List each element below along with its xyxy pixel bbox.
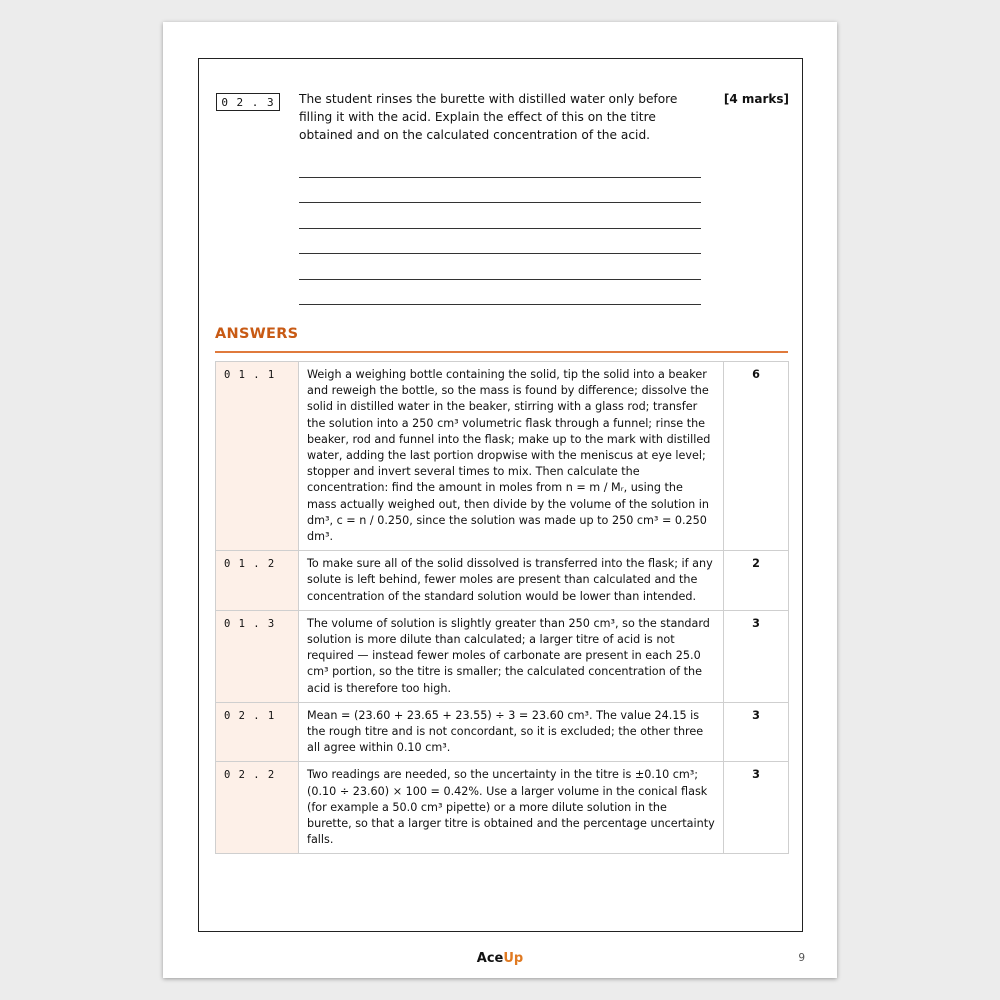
answer-text: Two readings are needed, so the uncertainty in the titre is ±0.10 cm³; (0.10 ÷ 23.60) × 100 = 0.42%. Use a larger volume in the conical flask (for example a 50.0 cm³ pipette) or a more dilute solution in the burette, so that a larger titre is obtained and the percentage uncertainty falls. xyxy=(299,762,724,854)
answer-line[interactable] xyxy=(299,202,701,203)
brand-name-part: Ace xyxy=(476,951,504,966)
answer-line[interactable] xyxy=(299,177,701,178)
answer-text: The volume of solution is slightly greater than 250 cm³, so the standard solution is more dilute than calculated; a larger titre of acid is not required — instead fewer moles of carbonate are present in each 25.0 cm³ portion, so the titre is smaller; the calculated concentration of the acid is therefore too high. xyxy=(299,610,724,702)
brand-name-accent: Up xyxy=(503,951,524,966)
answer-marks: 3 xyxy=(724,762,789,854)
answers-divider xyxy=(215,351,788,353)
answer-line[interactable] xyxy=(299,253,701,254)
table-row xyxy=(216,362,789,551)
table-row xyxy=(216,702,789,762)
table-row xyxy=(216,762,789,854)
answer-line[interactable] xyxy=(299,279,701,280)
answer-code: 0 2 . 2 xyxy=(216,762,299,854)
answer-marks: 2 xyxy=(724,551,789,611)
question-number-box: 0 2 . 3 xyxy=(216,93,280,111)
answer-line[interactable] xyxy=(299,228,701,229)
answer-marks: 6 xyxy=(724,362,789,551)
table-row xyxy=(216,551,789,611)
answer-text: To make sure all of the solid dissolved is transferred into the flask; if any solute is left behind, fewer moles are present than calculated and the concentration of the standard solution would be lower than intended. xyxy=(299,551,724,611)
page-number: 9 xyxy=(798,952,805,964)
answer-text: Weigh a weighing bottle containing the solid, tip the solid into a beaker and reweigh the bottle, so the mass is found by difference; dissolve the solid in distilled water in the beaker, stirring with a glass rod; transfer the solution into a 250 cm³ volumetric flask through a funnel; rinse the beaker, rod and funnel into the flask; make up to the mark with distilled water, adding the last portion dropwise with the meniscus at eye level; stopper and invert several times to mix. Then calculate the concentration: find the amount in moles from n = m / Mᵣ, using the mass actually weighed out, then divide by the volume of the solution in dm³, c = n / 0.250, since the solution was made up to 250 cm³ = 0.250 dm³. xyxy=(299,362,724,551)
answer-code: 0 1 . 3 xyxy=(216,610,299,702)
question-text: The student rinses the burette with distilled water only before filling it with the acid. Explain the effect of this on the titre obtained and on the calculated concentration of the acid. xyxy=(299,92,678,142)
document-page xyxy=(163,22,837,978)
answers-table xyxy=(215,361,789,854)
question-marks: [4 marks] xyxy=(723,92,789,106)
answer-code: 0 1 . 1 xyxy=(216,362,299,551)
answer-code: 0 1 . 2 xyxy=(216,551,299,611)
content-frame xyxy=(198,58,803,932)
answer-marks: 3 xyxy=(724,702,789,762)
answer-code: 0 2 . 1 xyxy=(216,702,299,762)
brand-logo xyxy=(163,951,837,966)
answer-line[interactable] xyxy=(299,304,701,305)
table-row xyxy=(216,610,789,702)
answers-heading: ANSWERS xyxy=(215,326,299,342)
answer-marks: 3 xyxy=(724,610,789,702)
answer-text: Mean = (23.60 + 23.65 + 23.55) ÷ 3 = 23.60 cm³. The value 24.15 is the rough titre and is not concordant, so it is excluded; the other three all agree within 0.10 cm³. xyxy=(299,702,724,762)
